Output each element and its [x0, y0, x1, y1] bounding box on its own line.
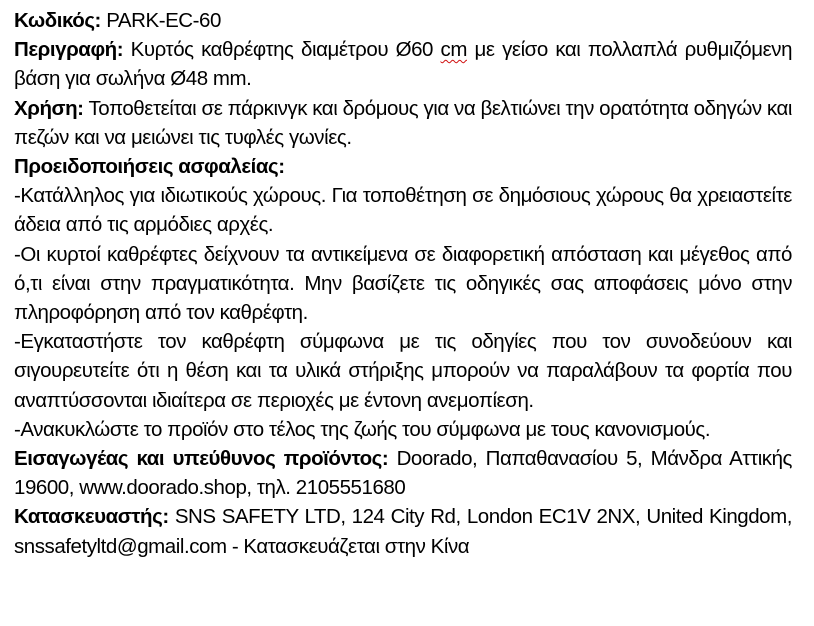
importer-paragraph [14, 444, 792, 502]
description-paragraph [14, 35, 792, 93]
warning-item: -Εγκαταστήστε τον καθρέφτη σύμφωνα με τις οδηγίες που τον συνοδεύουν και σιγουρευτείτε ότι η θέση και τα υλικά στήριξης μπορούν να παραλάβουν τα φορτία που αναπτύσσονται ιδιαίτερα σε περιοχές με έντονη ανεμοπίεση. [14, 330, 792, 412]
warning-item: -Ανακυκλώστε το προϊόν στο τέλος της ζωής του σύμφωνα με τους κανονισμούς. [14, 417, 711, 441]
importer-label: Εισαγωγέας και υπεύθυνος προϊόντος: [14, 447, 389, 471]
description-text-after: με γείσο και πολλαπλά ρυθμιζόμενη βάση για σωλήνα Ø48 mm. [14, 38, 793, 91]
usage-label: Χρήση: [14, 96, 84, 120]
description-label: Περιγραφή: [14, 38, 124, 62]
code-line [14, 6, 792, 35]
spellcheck-flagged-word[interactable]: cm [440, 38, 467, 62]
warnings-heading: Προειδοποιήσεις ασφαλείας: [14, 155, 285, 179]
usage-text: Τοποθετείται σε πάρκινγκ και δρόμους για να βελτιώνει την ορατότητα οδηγών και πεζών και να μειώνει τις τυφλές γωνίες. [14, 96, 792, 149]
warning-item: -Κατάλληλος για ιδιωτικούς χώρους. Για τοποθέτηση σε δημόσιους χώρους θα χρειαστείτε άδεια από τις αρμόδιες αρχές. [14, 184, 792, 237]
manufacturer-paragraph [14, 502, 792, 560]
code-value: PARK-EC-60 [106, 9, 221, 32]
importer-text: Doorado, Παπαθανασίου 5, Μάνδρα Αττικής 19600, www.doorado.shop, τηλ. 2105551680 [14, 447, 792, 500]
description-text-before: Κυρτός καθρέφτης διαμέτρου Ø60 [130, 38, 434, 62]
warning-item: -Οι κυρτοί καθρέφτες δείχνουν τα αντικείμενα σε διαφορετική απόσταση και μέγεθος από ό,τι είναι στην πραγματικότητα. Μην βασίζετε τις οδηγικές σας αποφάσεις μόνο στην πληροφόρηση από τον καθρέφτη. [14, 242, 792, 325]
code-label: Κωδικός: [14, 9, 101, 32]
manufacturer-label: Κατασκευαστής: [14, 505, 169, 529]
manufacturer-text: SNS SAFETY LTD, 124 City Rd, London EC1V 2NX, United Kingdom, snssafetyltd@gmail.com - Κατασκευάζεται στην Κίνα [14, 505, 792, 558]
usage-paragraph [14, 94, 792, 152]
